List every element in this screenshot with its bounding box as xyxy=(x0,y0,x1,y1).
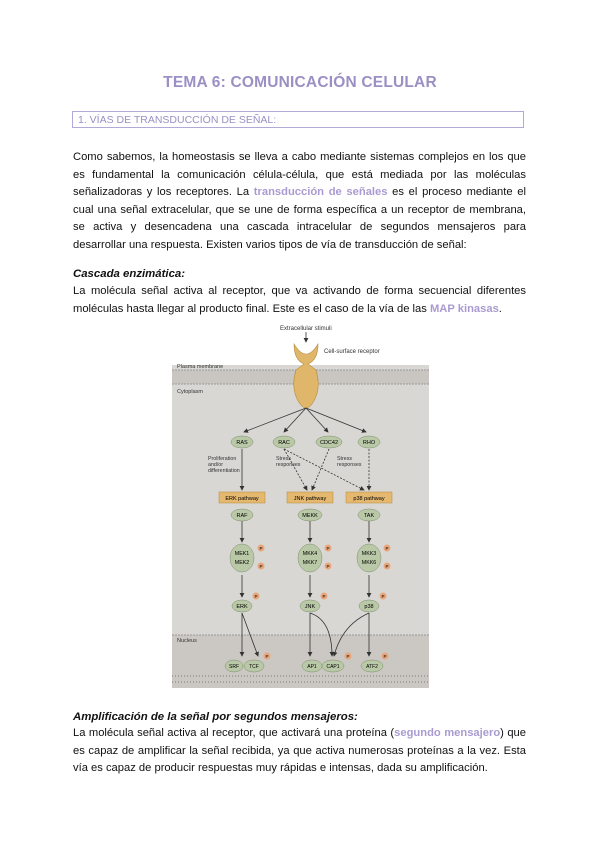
mkk36-node xyxy=(357,544,381,572)
receptor-label: Cell-surface receptor xyxy=(324,349,380,355)
cdc42-label: CDC42 xyxy=(319,440,339,446)
page-title: TEMA 6: COMUNICACIÓN CELULAR xyxy=(163,74,437,91)
ap1-label: AP1 xyxy=(307,664,317,670)
atf2-label: ATF2 xyxy=(366,664,378,670)
ras-label: RAS xyxy=(236,440,248,446)
phospho-label: P xyxy=(383,654,387,659)
raf-label: RAF xyxy=(236,513,248,519)
cascade-heading: Cascada enzimática: xyxy=(73,268,186,280)
cytoplasm-label: Cytoplasm xyxy=(177,389,203,395)
mek-node xyxy=(230,544,254,572)
jnk-pathway-label: JNK pathway xyxy=(293,496,327,502)
rho-label: RHO xyxy=(362,440,376,446)
nucleus-label: Nucleus xyxy=(177,638,197,644)
response-2-line-2: responses xyxy=(276,462,301,468)
rac-label: RAC xyxy=(278,440,290,446)
response-1-line-1: Proliferation xyxy=(208,456,237,462)
amplification-text-1: La molécula señal activa al receptor, que activará una proteína ( xyxy=(73,727,395,739)
phospho-label: P xyxy=(254,594,258,599)
mkk3-label: MKK3 xyxy=(361,551,377,557)
phospho-label: P xyxy=(346,654,350,659)
cascade-highlight: MAP kinasas xyxy=(429,302,499,315)
phospho-label: P xyxy=(326,546,330,551)
p38-pathway-label: p38 pathway xyxy=(353,496,385,502)
map-kinase-diagram xyxy=(172,320,429,688)
nucleus-area xyxy=(172,635,429,688)
phospho-label: P xyxy=(259,564,263,569)
cascade-text-1: La molécula señal activa al receptor, que va activando de forma secuencial diferentes moléculas hasta llegar al producto final. Este es el caso de la vía de las xyxy=(73,285,526,315)
map-kinase-figure xyxy=(172,320,429,688)
mkk6-label: MKK6 xyxy=(361,560,377,566)
phospho-label: P xyxy=(326,564,330,569)
erk-pathway-label: ERK pathway xyxy=(225,496,259,502)
amplification-highlight: segundo mensajero xyxy=(394,727,501,739)
response-3-line-2: responses xyxy=(337,462,362,468)
amplification-text-2: ) que es capaz de amplificar la señal recibida, ya que activa numerosas proteínas a la vez. Esta vía es capaz de producir respuestas muy rápidas e intensas, dada su amplificación. xyxy=(73,727,527,775)
response-1-line-2: and/or xyxy=(208,462,224,468)
mekk-label: MEKK xyxy=(302,513,318,519)
cap1-label: CAP1 xyxy=(326,664,340,670)
phospho-label: P xyxy=(385,564,389,569)
phospho-label: P xyxy=(381,594,385,599)
intro-highlight: transducción de señales xyxy=(253,186,388,199)
stimuli-label: Extracellular stimuli xyxy=(280,326,332,332)
mkk47-node xyxy=(298,544,322,572)
tcf-label: TCF xyxy=(249,664,259,670)
amplification-heading: Amplificación de la señal por segundos mensajeros: xyxy=(73,711,358,723)
response-2-line-1: Stress xyxy=(276,456,292,462)
intro-text-2: es el proceso mediante el cual una señal extracelular, que se une de forma específica a un receptor de membrana, se activa y desencadena una cascada intracelular de segundos mensajeros para desarrollar una respuesta. Existen varios tipos de vía de transducción de señal: xyxy=(73,186,526,251)
mkk7-label: MKK7 xyxy=(302,560,318,566)
phospho-label: P xyxy=(322,594,326,599)
tak-label: TAK xyxy=(363,513,375,519)
mek2-label: MEK2 xyxy=(234,560,250,566)
mkk4-label: MKK4 xyxy=(302,551,318,557)
intro-text-1: Como sabemos, la homeostasis se lleva a cabo mediante sistemas complejos en los que es fundamental la comunicación célula-célula, que está mediada por las moléculas señalizadoras y los receptores. La xyxy=(73,151,526,199)
amplification-paragraph xyxy=(73,725,526,778)
mek1-label: MEK1 xyxy=(234,551,250,557)
jnk-label: JNK xyxy=(304,604,316,610)
phospho-label: P xyxy=(259,546,263,551)
response-1-line-3: differentiation xyxy=(208,468,240,474)
cascade-paragraph xyxy=(73,283,526,318)
intro-paragraph xyxy=(73,149,526,255)
cascade-text-2: . xyxy=(498,302,502,315)
pathway-row xyxy=(219,492,392,503)
membrane-label: Plasma membrane xyxy=(177,364,224,370)
phospho-label: P xyxy=(385,546,389,551)
section-heading: 1. VÍAS DE TRANSDUCCIÓN DE SEÑAL: xyxy=(72,111,524,128)
phospho-label: P xyxy=(265,654,269,659)
erk-label: ERK xyxy=(236,604,248,610)
p38-label: p38 xyxy=(364,604,374,610)
response-3-line-1: Stress xyxy=(337,456,353,462)
srf-label: SRF xyxy=(229,664,239,670)
